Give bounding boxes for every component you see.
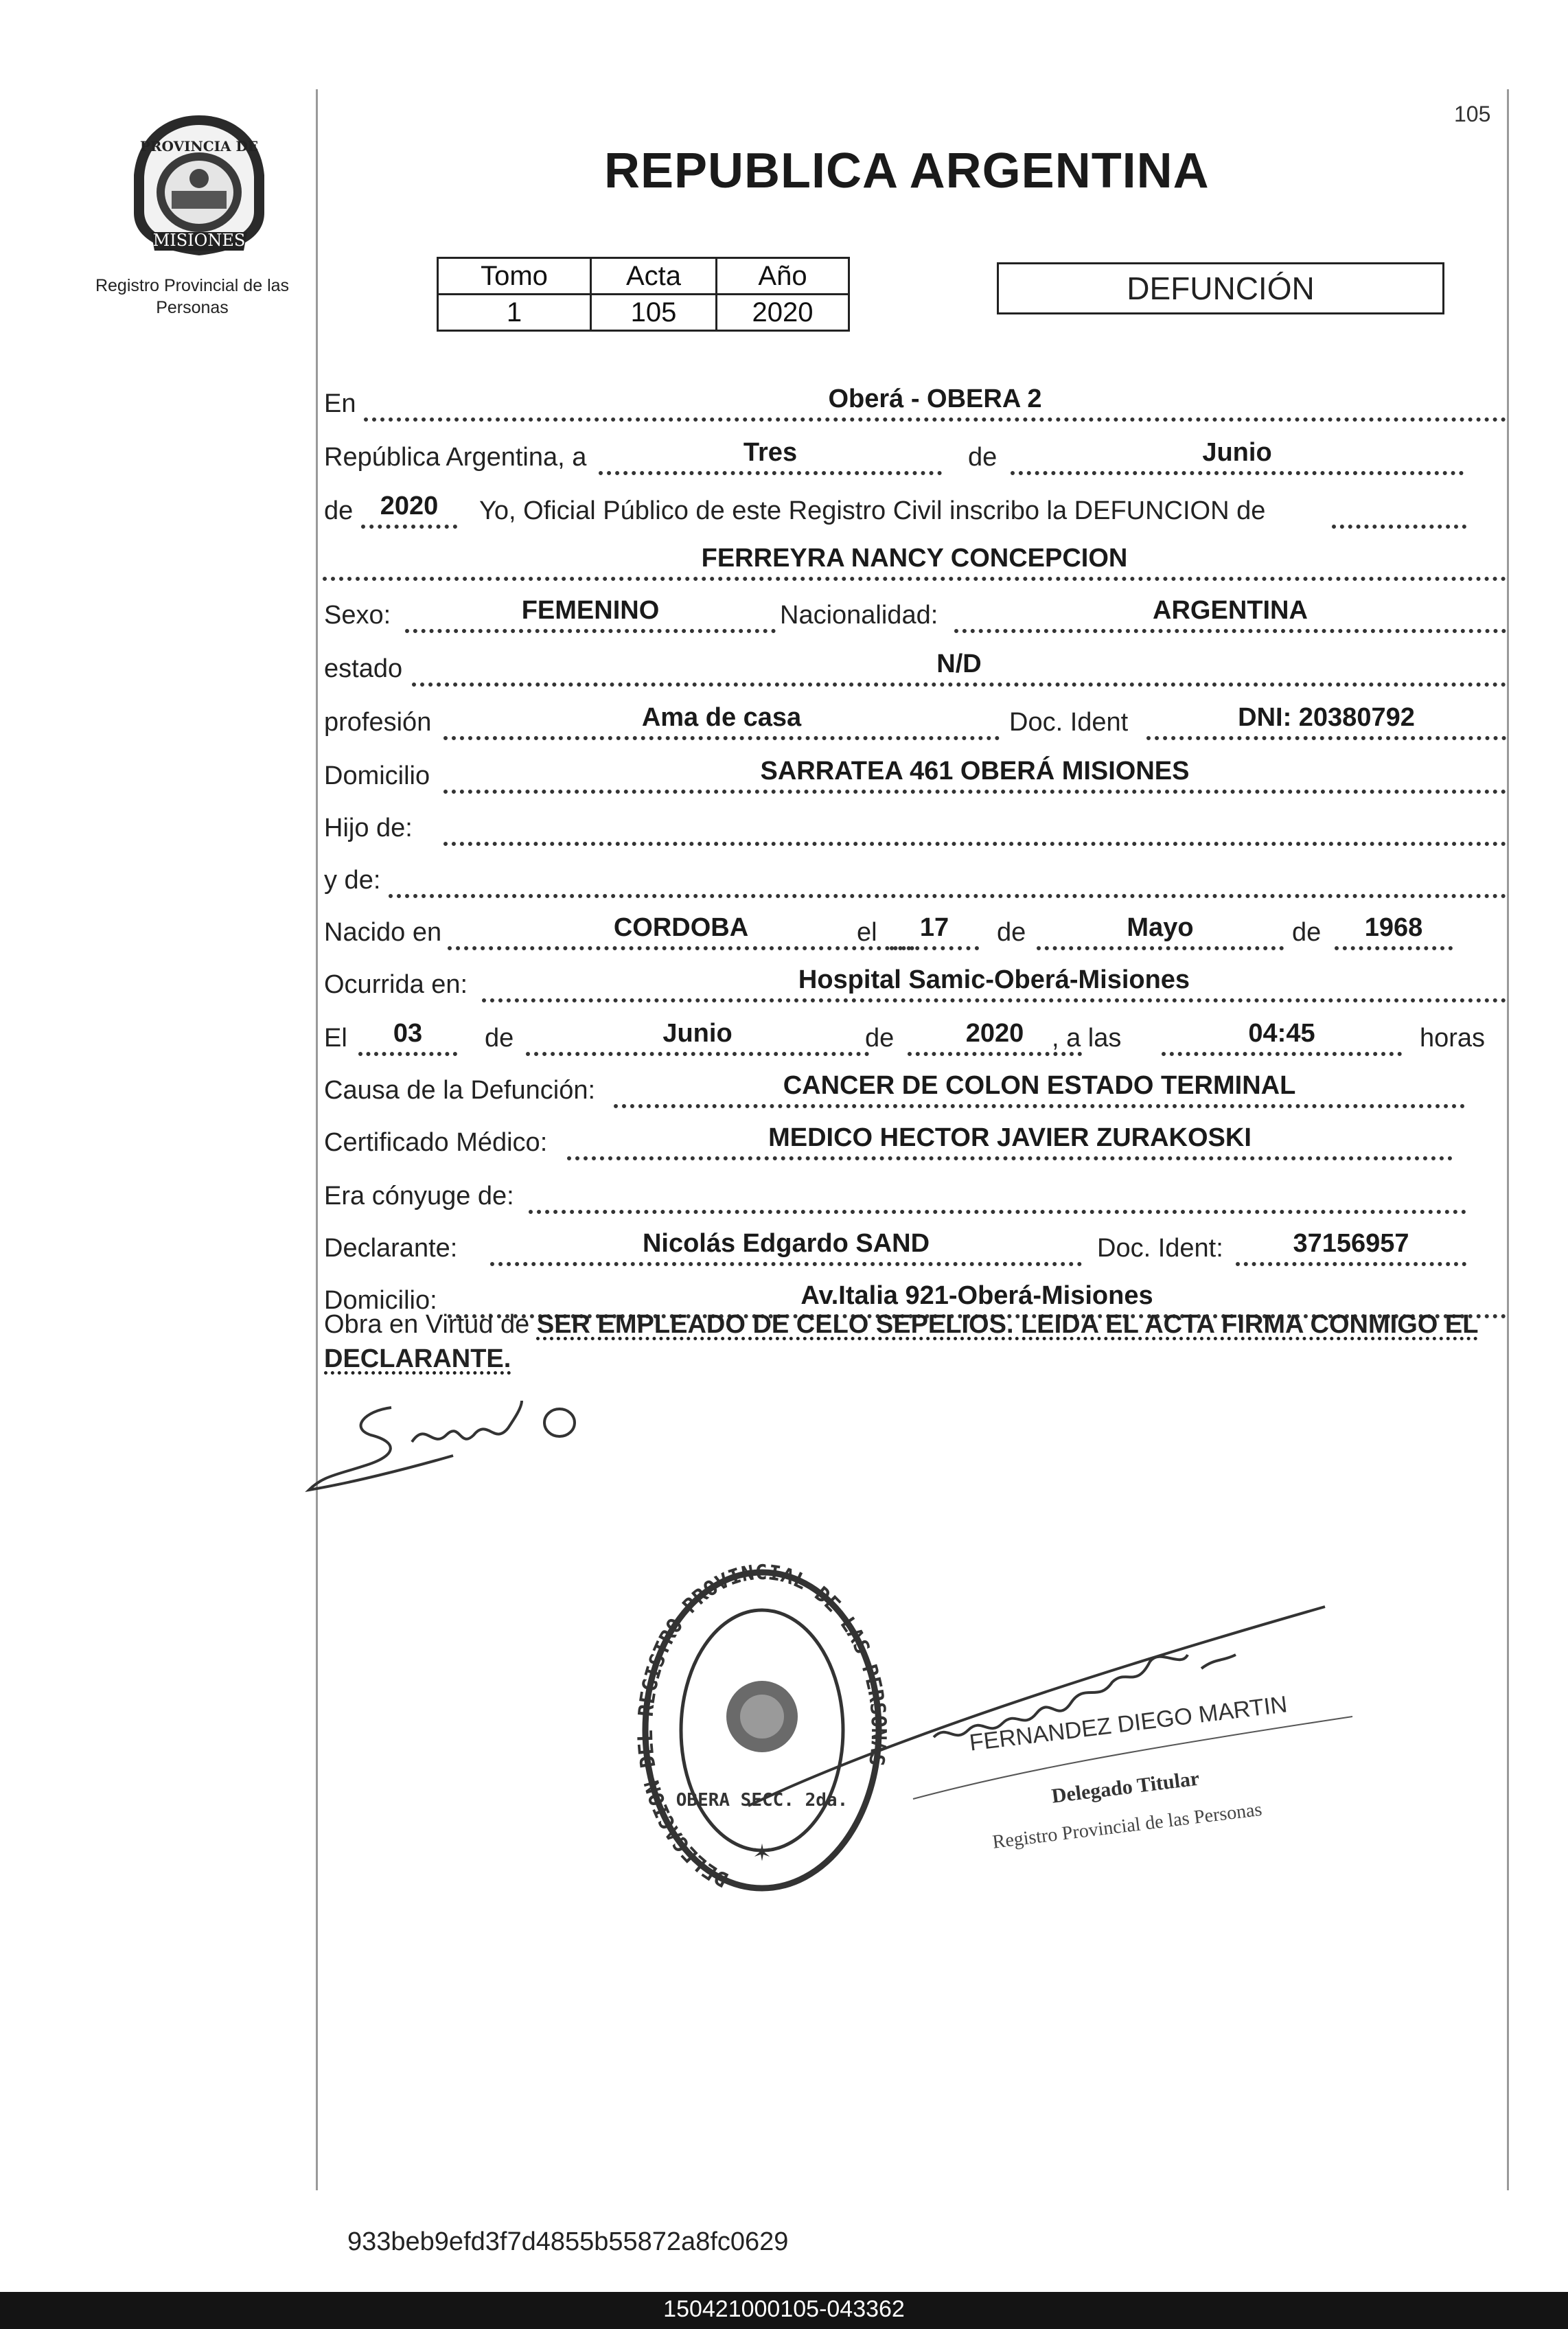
row-declarant [323, 1224, 1506, 1267]
officer-office: Registro Provincial de las Personas [991, 1798, 1263, 1853]
birth-de2-label: de [1292, 918, 1322, 947]
record-table-value-row [438, 295, 849, 331]
stamp-star-icon: ✶ [752, 1839, 772, 1867]
oficial-text: Yo, Oficial Público de este Registro Civil inscribo la DEFUNCION de [479, 496, 1266, 525]
row-sex-nationality [323, 590, 1506, 634]
yde-field [389, 860, 1506, 898]
declarante-label: Declarante: [324, 1234, 458, 1263]
el-label: el [857, 918, 877, 947]
row-death-place [323, 960, 1506, 1004]
seal-text-top: PROVINCIA DE [139, 138, 259, 154]
row-cause [323, 1066, 1506, 1110]
death-year-field: 2020 [908, 1018, 1082, 1056]
act-type-box: DEFUNCIÓN [997, 262, 1444, 314]
alas-label: , a las [1052, 1024, 1122, 1053]
conyuge-field [529, 1175, 1466, 1214]
decl-doc-label: Doc. Ident: [1097, 1234, 1223, 1263]
right-margin-line [1507, 89, 1509, 2190]
conyuge-label: Era cónyuge de: [324, 1182, 514, 1211]
row-father [323, 803, 1506, 847]
barcode-text: 150421000105-043362 [663, 2296, 905, 2322]
obra-paragraph [324, 1307, 1501, 1376]
row-birth [323, 908, 1506, 952]
row-place [323, 379, 1506, 423]
de-label: de [968, 443, 998, 472]
certificado-label: Certificado Médico: [324, 1128, 548, 1157]
sexo-field: FEMENINO [405, 595, 776, 633]
year-field: 2020 [361, 490, 457, 529]
page-title: REPUBLICA ARGENTINA [604, 144, 1210, 198]
footer-bar [0, 2292, 1568, 2329]
registry-name: Registro Provincial de las Personas [95, 276, 290, 317]
row-address [323, 751, 1506, 795]
hijo-label: Hijo de: [324, 814, 413, 842]
oficial-trailing-field [1332, 490, 1466, 529]
province-seal-logo [124, 110, 275, 261]
death-de2-label: de [865, 1024, 895, 1053]
seal-text-bottom: MISIONES [152, 231, 246, 250]
domicilio-label: Domicilio [324, 761, 430, 790]
birth-day-field: 17 [890, 912, 979, 950]
page-number: 105 [1454, 102, 1491, 126]
nacionalidad-field: ARGENTINA [954, 595, 1506, 633]
death-time-field: 04:45 [1162, 1018, 1402, 1056]
row-date [323, 433, 1506, 477]
doc-field: DNI: 20380792 [1146, 702, 1506, 740]
death-el-label: El [324, 1024, 347, 1053]
nacido-label: Nacido en [324, 918, 442, 947]
nacido-field: CORDOBA [448, 912, 914, 950]
stamp-inner-text: OBERA SECC. 2da. [676, 1790, 849, 1811]
ocurrida-field: Hospital Samic-Oberá-Misiones [482, 964, 1506, 1002]
row-mother [323, 856, 1506, 899]
record-header-acta: Acta [591, 258, 717, 295]
estado-field: N/D [412, 648, 1506, 687]
sexo-label: Sexo: [324, 601, 391, 630]
stamp-ring-text: DELEGACION DEL REGISTRO PROVINCIAL DE LAS PERSONAS [633, 1560, 891, 1892]
hijo-field [443, 807, 1506, 846]
ocurrida-label: Ocurrida en: [324, 970, 468, 999]
doc-label: Doc. Ident [1009, 708, 1129, 737]
place-field: Oberá - OBERA 2 [364, 383, 1506, 422]
horas-label: horas [1420, 1024, 1486, 1053]
record-value-anio: 2020 [717, 295, 849, 331]
row-deceased-name [323, 538, 1506, 582]
record-table-header-row [438, 258, 849, 295]
birth-month-field: Mayo [1037, 912, 1284, 950]
left-margin-line [316, 89, 318, 2190]
en-label: En [324, 389, 356, 418]
year-prefix-label: de [324, 496, 354, 525]
causa-label: Causa de la Defunción: [324, 1076, 596, 1105]
decl-domicilio-label: Domicilio: [324, 1286, 437, 1315]
certificado-field: MEDICO HECTOR JAVIER ZURAKOSKI [567, 1122, 1453, 1160]
decl-domicilio-field: Av.Italia 921-Oberá-Misiones [448, 1280, 1506, 1318]
republica-label: República Argentina, a [324, 443, 587, 472]
row-certificate [323, 1118, 1506, 1162]
death-de1-label: de [485, 1024, 514, 1053]
row-marital-status [323, 644, 1506, 688]
decl-doc-field: 37156957 [1236, 1228, 1466, 1266]
death-day-field: 03 [358, 1018, 457, 1056]
row-year [323, 486, 1506, 530]
profesion-field: Ama de casa [443, 702, 1000, 740]
estado-label: estado [324, 654, 403, 683]
day-field: Tres [599, 437, 942, 475]
obra-field: SER EMPLEADO DE CELO SEPELIOS. LEIDA EL ACTA FIRMA CONMIGO EL DECLARANTE. [324, 1310, 1479, 1373]
month-field: Junio [1011, 437, 1464, 475]
record-value-tomo: 1 [438, 295, 591, 331]
document-hash: 933beb9efd3f7d4855b55872a8fc0629 [347, 2227, 789, 2256]
record-value-acta: 105 [591, 295, 717, 331]
birth-year-field: 1968 [1335, 912, 1453, 950]
record-table [437, 257, 850, 332]
officer-role: Delegado Titular [1050, 1767, 1201, 1808]
death-month-field: Junio [526, 1018, 869, 1056]
row-profession-doc [323, 698, 1506, 742]
birth-de1-label: de [997, 918, 1026, 947]
declarante-field: Nicolás Edgardo SAND [490, 1228, 1082, 1266]
obra-label: Obra en Virtud de [324, 1310, 530, 1339]
record-header-tomo: Tomo [438, 258, 591, 295]
deceased-name-field: FERREYRA NANCY CONCEPCION [323, 542, 1506, 581]
nacionalidad-label: Nacionalidad: [780, 601, 938, 630]
causa-field: CANCER DE COLON ESTADO TERMINAL [614, 1070, 1465, 1108]
row-spouse [323, 1171, 1506, 1215]
profesion-label: profesión [324, 708, 432, 737]
declarant-signature [295, 1380, 625, 1504]
row-death-date [323, 1013, 1506, 1057]
yde-label: y de: [324, 866, 381, 895]
domicilio-field: SARRATEA 461 OBERÁ MISIONES [443, 755, 1506, 794]
record-header-anio: Año [717, 258, 849, 295]
officer-name: FERNANDEZ DIEGO MARTIN [968, 1691, 1289, 1756]
